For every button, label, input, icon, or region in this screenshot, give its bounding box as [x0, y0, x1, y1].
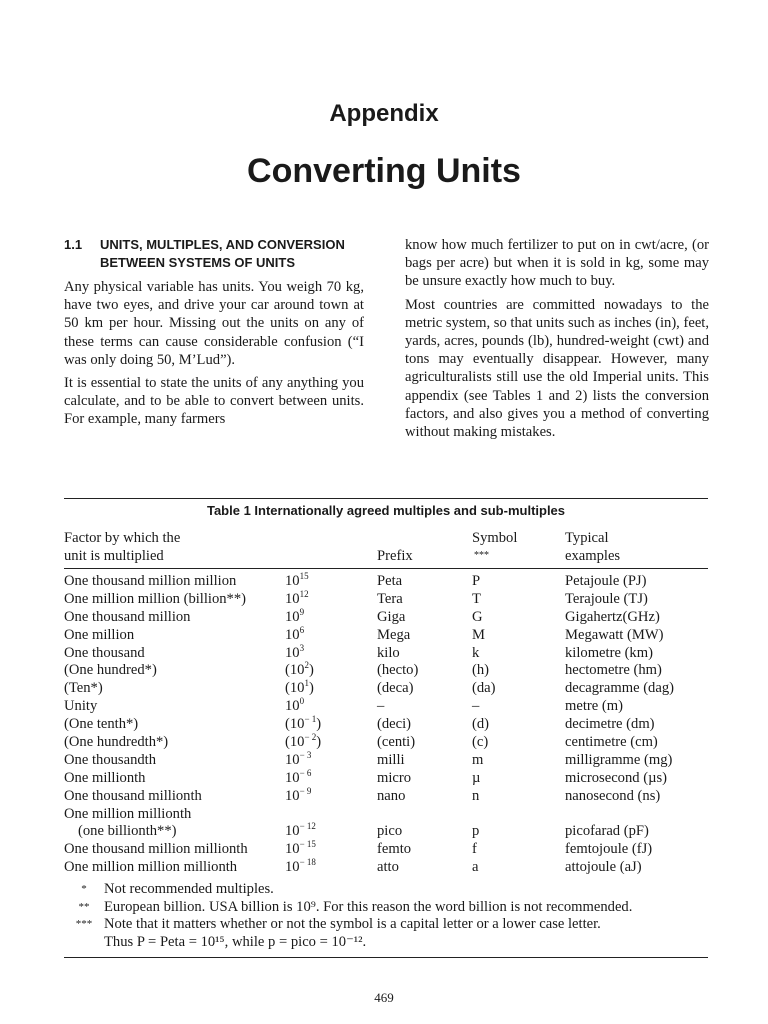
symbol-cell: G: [472, 608, 483, 625]
section-number: 1.1: [64, 237, 83, 252]
power-base: 10: [285, 751, 300, 768]
left-column: [64, 236, 364, 434]
table-row: [64, 680, 714, 698]
header-symbol-line1: Symbol: [472, 530, 518, 546]
table-row: [64, 698, 714, 716]
power-base: 10: [285, 823, 300, 840]
power-base: 10: [285, 626, 300, 643]
prefix-cell: (deca): [377, 680, 414, 697]
table-row: [64, 752, 714, 770]
symbol-cell: m: [472, 751, 484, 768]
power-base: 10: [285, 608, 300, 625]
power-exponent: − 9: [299, 785, 312, 796]
prefix-cell: atto: [377, 859, 399, 876]
example-cell: metre (m): [565, 698, 623, 715]
factor-cell: (One hundred*): [64, 662, 157, 679]
paragraph: It is essential to state the units of any anything you calculate, and to be able to convert between units. For example, many farmers: [64, 375, 364, 428]
factor-cell: One million: [64, 626, 135, 643]
table-row: [64, 624, 714, 645]
section-heading-text: UNITS, MULTIPLES, AND CONVERSION BETWEEN SYSTEMS OF UNITS: [100, 237, 345, 270]
example-cell: attojoule (aJ): [565, 859, 642, 876]
factor-cell: One thousand million: [64, 608, 191, 625]
power-cell: [285, 662, 333, 680]
footnote: [64, 899, 714, 917]
table-row: [64, 806, 714, 824]
prefix-cell: (centi): [377, 734, 416, 751]
prefix-cell: micro: [377, 769, 412, 786]
example-cell: Gigahertz(GHz): [565, 608, 660, 625]
symbol-cell: –: [472, 698, 480, 715]
power-exponent: − 18: [299, 857, 316, 868]
footnotes: [64, 881, 714, 951]
power-exponent: − 2: [304, 732, 317, 743]
factor-cell: One million million (billion**): [64, 590, 247, 607]
power-exponent: 0: [299, 696, 305, 707]
table-row: [64, 591, 714, 609]
symbol-cell: T: [472, 590, 481, 607]
power-base: (10: [285, 716, 305, 733]
factor-cell: One thousandth: [64, 751, 157, 768]
factor-cell: (one billionth**): [78, 823, 177, 840]
power-cell: [285, 573, 333, 591]
power-base: 10: [285, 644, 300, 661]
power-exponent: − 12: [299, 821, 316, 832]
power-base: 10: [285, 590, 300, 607]
power-close: ): [316, 716, 322, 733]
page-number: 469: [374, 990, 394, 1005]
power-cell: [285, 624, 333, 645]
power-cell: [285, 642, 333, 663]
header-examples-line1: Typical: [565, 530, 609, 546]
power-base: 10: [285, 573, 300, 589]
table-row: [64, 859, 714, 877]
prefix-cell: Tera: [377, 590, 403, 607]
power-exponent: − 3: [299, 750, 312, 761]
table-row: [64, 662, 714, 680]
prefix-cell: Peta: [377, 573, 403, 589]
power-exponent: 9: [299, 606, 305, 617]
power-close: ): [316, 734, 322, 751]
footnote-continuation: Thus P = Peta = 10¹⁵, while p = pico = 10⁻¹².: [104, 933, 367, 950]
section-heading: [64, 236, 364, 272]
header-examples-line2: examples: [565, 548, 621, 564]
right-column: [405, 236, 709, 446]
symbol-cell: (c): [472, 734, 489, 751]
example-cell: Petajoule (PJ): [565, 573, 647, 589]
example-cell: centimetre (cm): [565, 734, 658, 751]
example-cell: picofarad (pF): [565, 823, 649, 840]
symbol-cell: M: [472, 626, 485, 643]
header-symbol: [472, 529, 517, 565]
symbol-cell: (da): [472, 680, 496, 697]
table-row: [64, 716, 714, 734]
prefix-cell: kilo: [377, 644, 400, 661]
power-base: (10: [285, 734, 305, 751]
table-top-rule: [64, 498, 708, 499]
prefix-cell: milli: [377, 751, 405, 768]
power-base: 10: [285, 841, 300, 858]
example-cell: decimetre (dm): [565, 716, 655, 733]
factor-cell: Unity: [64, 698, 98, 715]
power-exponent: 6: [299, 624, 305, 635]
symbol-cell: p: [472, 823, 480, 840]
footnote-text: Note that it matters whether or not the symbol is a capital letter or a lower case letter.: [104, 916, 601, 932]
power-base: (10: [285, 680, 305, 697]
table-caption: Table 1 Internationally agreed multiples and sub-multiples: [206, 503, 566, 518]
prefix-cell: femto: [377, 841, 412, 858]
symbol-cell: n: [472, 787, 480, 804]
paragraph: Most countries are committed nowadays to the metric system, so that units such as inches (in), feet, yards, acres, pounds (lb), hundred-weight (cwt) and tons may eventually disappear. However, many agriculturalists still use the old Imperial units. This appendix (see Tables 1 and 2) lists the conversion factors, and also gives you a method of converting without making mistakes.: [405, 296, 709, 441]
power-base: 10: [285, 769, 300, 786]
table-row: [64, 823, 714, 841]
example-cell: Terajoule (TJ): [565, 590, 648, 607]
appendix-title: Appendix: [329, 100, 439, 127]
table-row: [64, 767, 714, 788]
table-row: [64, 734, 714, 752]
prefix-cell: nano: [377, 787, 406, 804]
prefix-cell: Mega: [377, 626, 411, 643]
power-base: (10: [285, 662, 305, 679]
header-factor: [64, 529, 180, 565]
table-row: [64, 785, 714, 806]
example-cell: microsecond (µs): [565, 769, 668, 786]
power-close: ): [308, 680, 314, 697]
paragraph: Any physical variable has units. You weigh 70 kg, have two eyes, and drive your car around town at 50 km per hour. Missing out the units on any of these terms can cause considerable confusion (“I was only doing 50, M’Lud”).: [64, 279, 364, 368]
power-exponent: − 1: [304, 714, 317, 725]
example-cell: nanosecond (ns): [565, 787, 661, 804]
factor-cell: (One hundredth*): [64, 734, 169, 751]
factor-cell: One thousand: [64, 644, 145, 661]
prefix-cell: –: [377, 698, 385, 715]
power-cell: [285, 680, 333, 698]
power-base: 10: [285, 859, 300, 876]
power-exponent: 15: [299, 571, 309, 582]
paragraph: know how much fertilizer to put on in cwt/acre, (or bags per acre) but when it is sold in kg, some may be unsure exactly how much to buy.: [405, 237, 709, 290]
footnote: [64, 881, 714, 899]
prefix-cell: pico: [377, 823, 403, 840]
power-cell: [285, 591, 333, 609]
symbol-cell: P: [472, 573, 481, 589]
example-cell: decagramme (dag): [565, 680, 674, 697]
prefix-cell: (deci): [377, 716, 412, 733]
footnote-mark: *: [81, 883, 87, 895]
factor-cell: One thousand millionth: [64, 787, 202, 804]
power-exponent: 3: [299, 642, 305, 653]
table-row: [64, 841, 714, 859]
example-cell: kilometre (km): [565, 644, 653, 661]
footnote-mark: ***: [75, 918, 93, 930]
footnote-text: Not recommended multiples.: [104, 881, 274, 897]
factor-cell: One millionth: [64, 769, 146, 786]
header-examples: [565, 529, 620, 565]
header-symbol-line2: ***: [474, 550, 489, 561]
power-cell: [285, 785, 333, 806]
power-exponent: 2: [304, 660, 309, 671]
footnote-text: European billion. USA billion is 10⁹. For this reason the word billion is not recommended.: [104, 898, 633, 915]
header-factor-line1: Factor by which the: [64, 530, 181, 546]
example-cell: hectometre (hm): [565, 662, 662, 679]
example-cell: femtojoule (fJ): [565, 841, 653, 858]
prefix-cell: Giga: [377, 608, 406, 625]
footnote-mark: **: [78, 900, 90, 913]
table-header-rule: [64, 568, 708, 569]
prefix-cell: (hecto): [377, 662, 419, 679]
power-exponent: 1: [304, 678, 309, 689]
symbol-cell: (d): [472, 716, 490, 733]
factor-cell: (Ten*): [64, 680, 103, 697]
table-row: [64, 606, 714, 627]
power-close: ): [308, 662, 314, 679]
power-base: 10: [285, 698, 300, 715]
factor-cell: One thousand million millionth: [64, 841, 248, 858]
power-base: 10: [285, 787, 300, 804]
symbol-cell: a: [472, 859, 479, 876]
power-cell: [285, 606, 333, 627]
symbol-cell: f: [472, 841, 477, 858]
factor-cell: One million million millionth: [64, 859, 238, 876]
symbol-cell: (h): [472, 662, 490, 679]
header-factor-line2: unit is multiplied: [64, 548, 164, 564]
footnote: [64, 916, 714, 934]
factor-cell: One million millionth: [64, 805, 192, 822]
factor-cell: (One tenth*): [64, 716, 139, 733]
power-exponent: − 6: [299, 767, 312, 778]
table-bottom-rule: [64, 957, 708, 958]
power-exponent: 12: [299, 589, 309, 600]
symbol-cell: µ: [472, 769, 481, 786]
example-cell: Megawatt (MW): [565, 626, 664, 643]
power-exponent: − 15: [299, 839, 316, 850]
header-prefix: Prefix: [377, 548, 413, 564]
table-row: [64, 573, 714, 591]
table-body: [64, 573, 714, 877]
example-cell: milligramme (mg): [565, 751, 673, 768]
symbol-cell: k: [472, 644, 480, 661]
table-row: [64, 642, 714, 663]
power-cell: [285, 859, 333, 877]
page-subtitle: Converting Units: [247, 152, 521, 190]
factor-cell: One thousand million million: [64, 573, 237, 589]
